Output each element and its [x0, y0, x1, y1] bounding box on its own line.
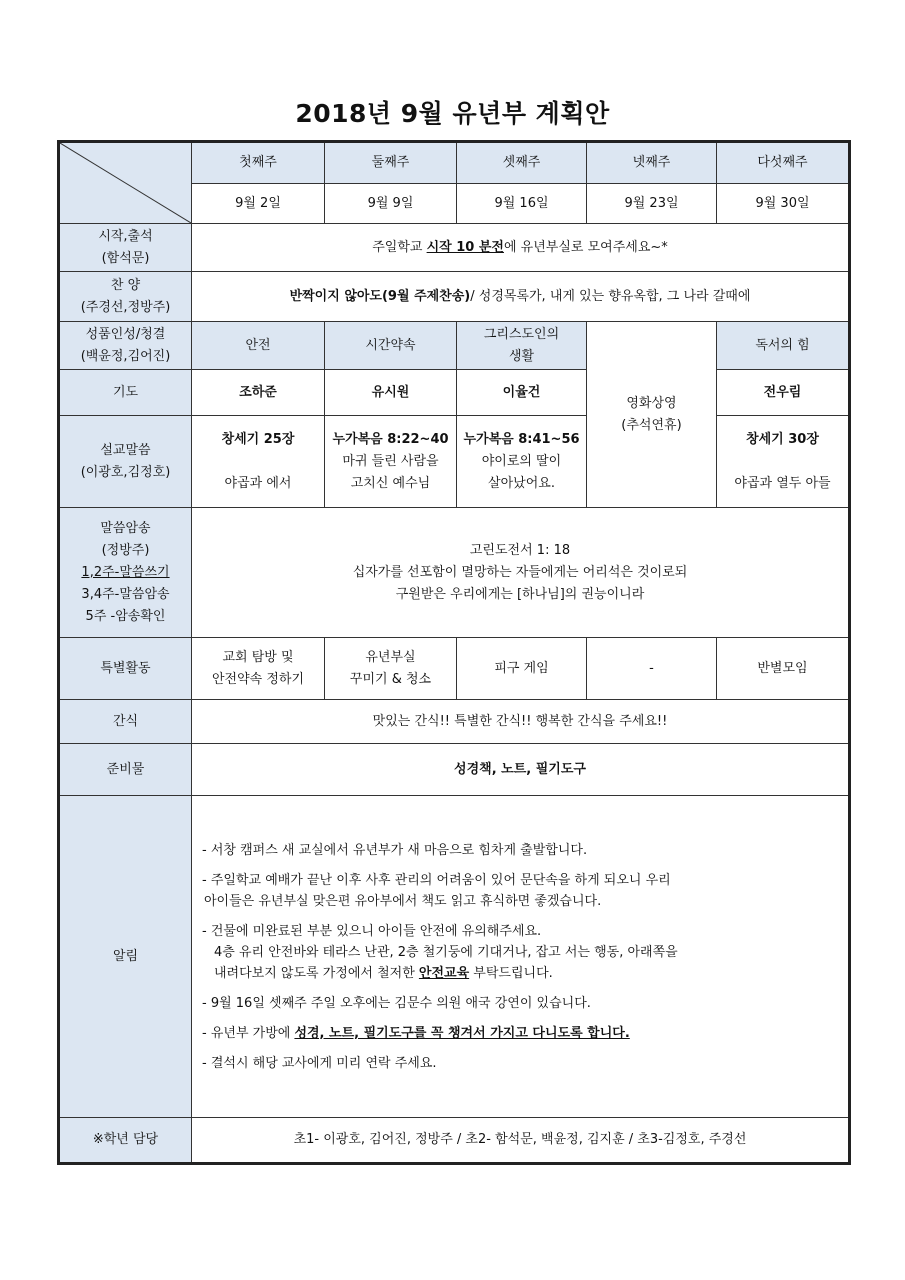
prayer-w5: 전우림 — [717, 370, 850, 416]
row-label-grades: ※학년 담당 — [59, 1118, 192, 1164]
row-label-sermon: 설교말씀 (이광호,김정호) — [59, 416, 192, 508]
hymn-text: 반짝이지 않아도(9월 주제찬송)/ 성경목록가, 내게 있는 향유옥합, 그 나라 갈때에 — [192, 272, 850, 322]
special-w2: 유년부실 꾸미기 & 청소 — [325, 638, 457, 700]
safety-education-emphasis: 안전교육 — [418, 965, 470, 981]
row-label-memory: 말씀암송 (정방주) 1,2주-말씀쓰기 3,4주-말씀암송 5주 -암송확인 — [59, 508, 192, 638]
special-w1: 교회 탐방 및 안전약속 정하기 — [192, 638, 325, 700]
notice-item: - 9월 16일 셋째주 주일 오후에는 김문수 의원 애국 강연이 있습니다. — [202, 995, 591, 1011]
prayer-w3: 이율건 — [457, 370, 587, 416]
notice-item: - 건물에 미완료된 부분 있으니 아이들 안전에 유의해주세요. 4층 유리 안전바와 테라스 난관, 2층 철기둥에 기대거나, 잡고 서는 행동, 아래쪽을 내려다보지 않도록 가정에서 철저한 안전교육 부탁드립니다. — [202, 923, 678, 981]
start-text: 주일학교 시작 10 분전에 유년부실로 모여주세요~* — [192, 224, 850, 272]
bag-items-emphasis: 성경, 노트, 필기도구를 꼭 챙겨서 가지고 다니도록 합니다. — [294, 1025, 630, 1041]
header-corner-cell — [59, 142, 192, 224]
sermon-w5: 창세기 30장 야곱과 열두 아들 — [717, 416, 850, 508]
start-time-emphasis: 시작 10 분전 — [426, 239, 504, 255]
special-w4: - — [587, 638, 717, 700]
notice-item: - 유년부 가방에 성경, 노트, 필기도구를 꼭 챙겨서 가지고 다니도록 합니다. — [202, 1025, 630, 1041]
grades-text: 초1- 이광호, 김어진, 정방주 / 초2- 함석문, 백윤정, 김지훈 / 초3-김정호, 주경선 — [192, 1118, 850, 1164]
sermon-w2: 누가복음 8:22~40 마귀 들린 사람을 고치신 예수님 — [325, 416, 457, 508]
verse-reference: 고린도전서 1: 18 — [469, 542, 571, 558]
row-label-start: 시작,출석 (함석문) — [59, 224, 192, 272]
supplies-text: 성경책, 노트, 필기도구 — [192, 744, 850, 796]
date-1: 9월 2일 — [192, 184, 325, 224]
character-w3: 그리스도인의 생활 — [457, 322, 587, 370]
date-5: 9월 30일 — [717, 184, 850, 224]
row-label-prayer: 기도 — [59, 370, 192, 416]
sermon-w3: 누가복음 8:41~56 야이로의 딸이 살아났어요. — [457, 416, 587, 508]
row-label-snack: 간식 — [59, 700, 192, 744]
plan-table — [57, 140, 851, 1165]
character-w5: 독서의 힘 — [717, 322, 850, 370]
character-w1: 안전 — [192, 322, 325, 370]
theme-hymn: 반짝이지 않아도(9월 주제찬송) — [289, 288, 471, 304]
row-label-hymn: 찬 양 (주경선,정방주) — [59, 272, 192, 322]
week-header-1: 첫째주 — [192, 142, 325, 184]
row-label-supplies: 준비물 — [59, 744, 192, 796]
date-4: 9월 23일 — [587, 184, 717, 224]
sermon-w1: 창세기 25장 야곱과 에서 — [192, 416, 325, 508]
notice-item: - 주일학교 예배가 끝난 이후 사후 관리의 어려움이 있어 문단속을 하게 되오니 우리 아이들은 유년부실 맞은편 유아부에서 책도 읽고 휴식하면 좋겠습니다. — [202, 872, 671, 909]
character-w2: 시간약속 — [325, 322, 457, 370]
memory-verse: 고린도전서 1: 18 십자가를 선포함이 멸망하는 자들에게는 어리석은 것이로되 구원받은 우리에게는 [하나님]의 권능이니라 — [192, 508, 850, 638]
date-2: 9월 9일 — [325, 184, 457, 224]
date-3: 9월 16일 — [457, 184, 587, 224]
page-title: 2018년 9월 유년부 계획안 — [295, 99, 610, 128]
week-header-2: 둘째주 — [325, 142, 457, 184]
row-label-character: 성품인성/청결 (백윤정,김어진) — [59, 322, 192, 370]
week-header-5: 다섯째주 — [717, 142, 850, 184]
snack-text: 맛있는 간식!! 특별한 간식!! 행복한 간식을 주세요!! — [192, 700, 850, 744]
week-header-3: 셋째주 — [457, 142, 587, 184]
notice-item: - 결석시 해당 교사에게 미리 연락 주세요. — [202, 1055, 437, 1071]
week-header-4: 넷째주 — [587, 142, 717, 184]
notice-list — [192, 796, 850, 1118]
special-w5: 반별모임 — [717, 638, 850, 700]
week4-merged-cell: 영화상영 (추석연휴) — [587, 322, 717, 508]
prayer-w2: 유시원 — [325, 370, 457, 416]
notice-item: - 서창 캠퍼스 새 교실에서 유년부가 새 마음으로 힘차게 출발합니다. — [202, 842, 588, 858]
row-label-special: 특별활동 — [59, 638, 192, 700]
row-label-notice: 알림 — [59, 796, 192, 1118]
special-w3: 피구 게임 — [457, 638, 587, 700]
prayer-w1: 조하준 — [192, 370, 325, 416]
